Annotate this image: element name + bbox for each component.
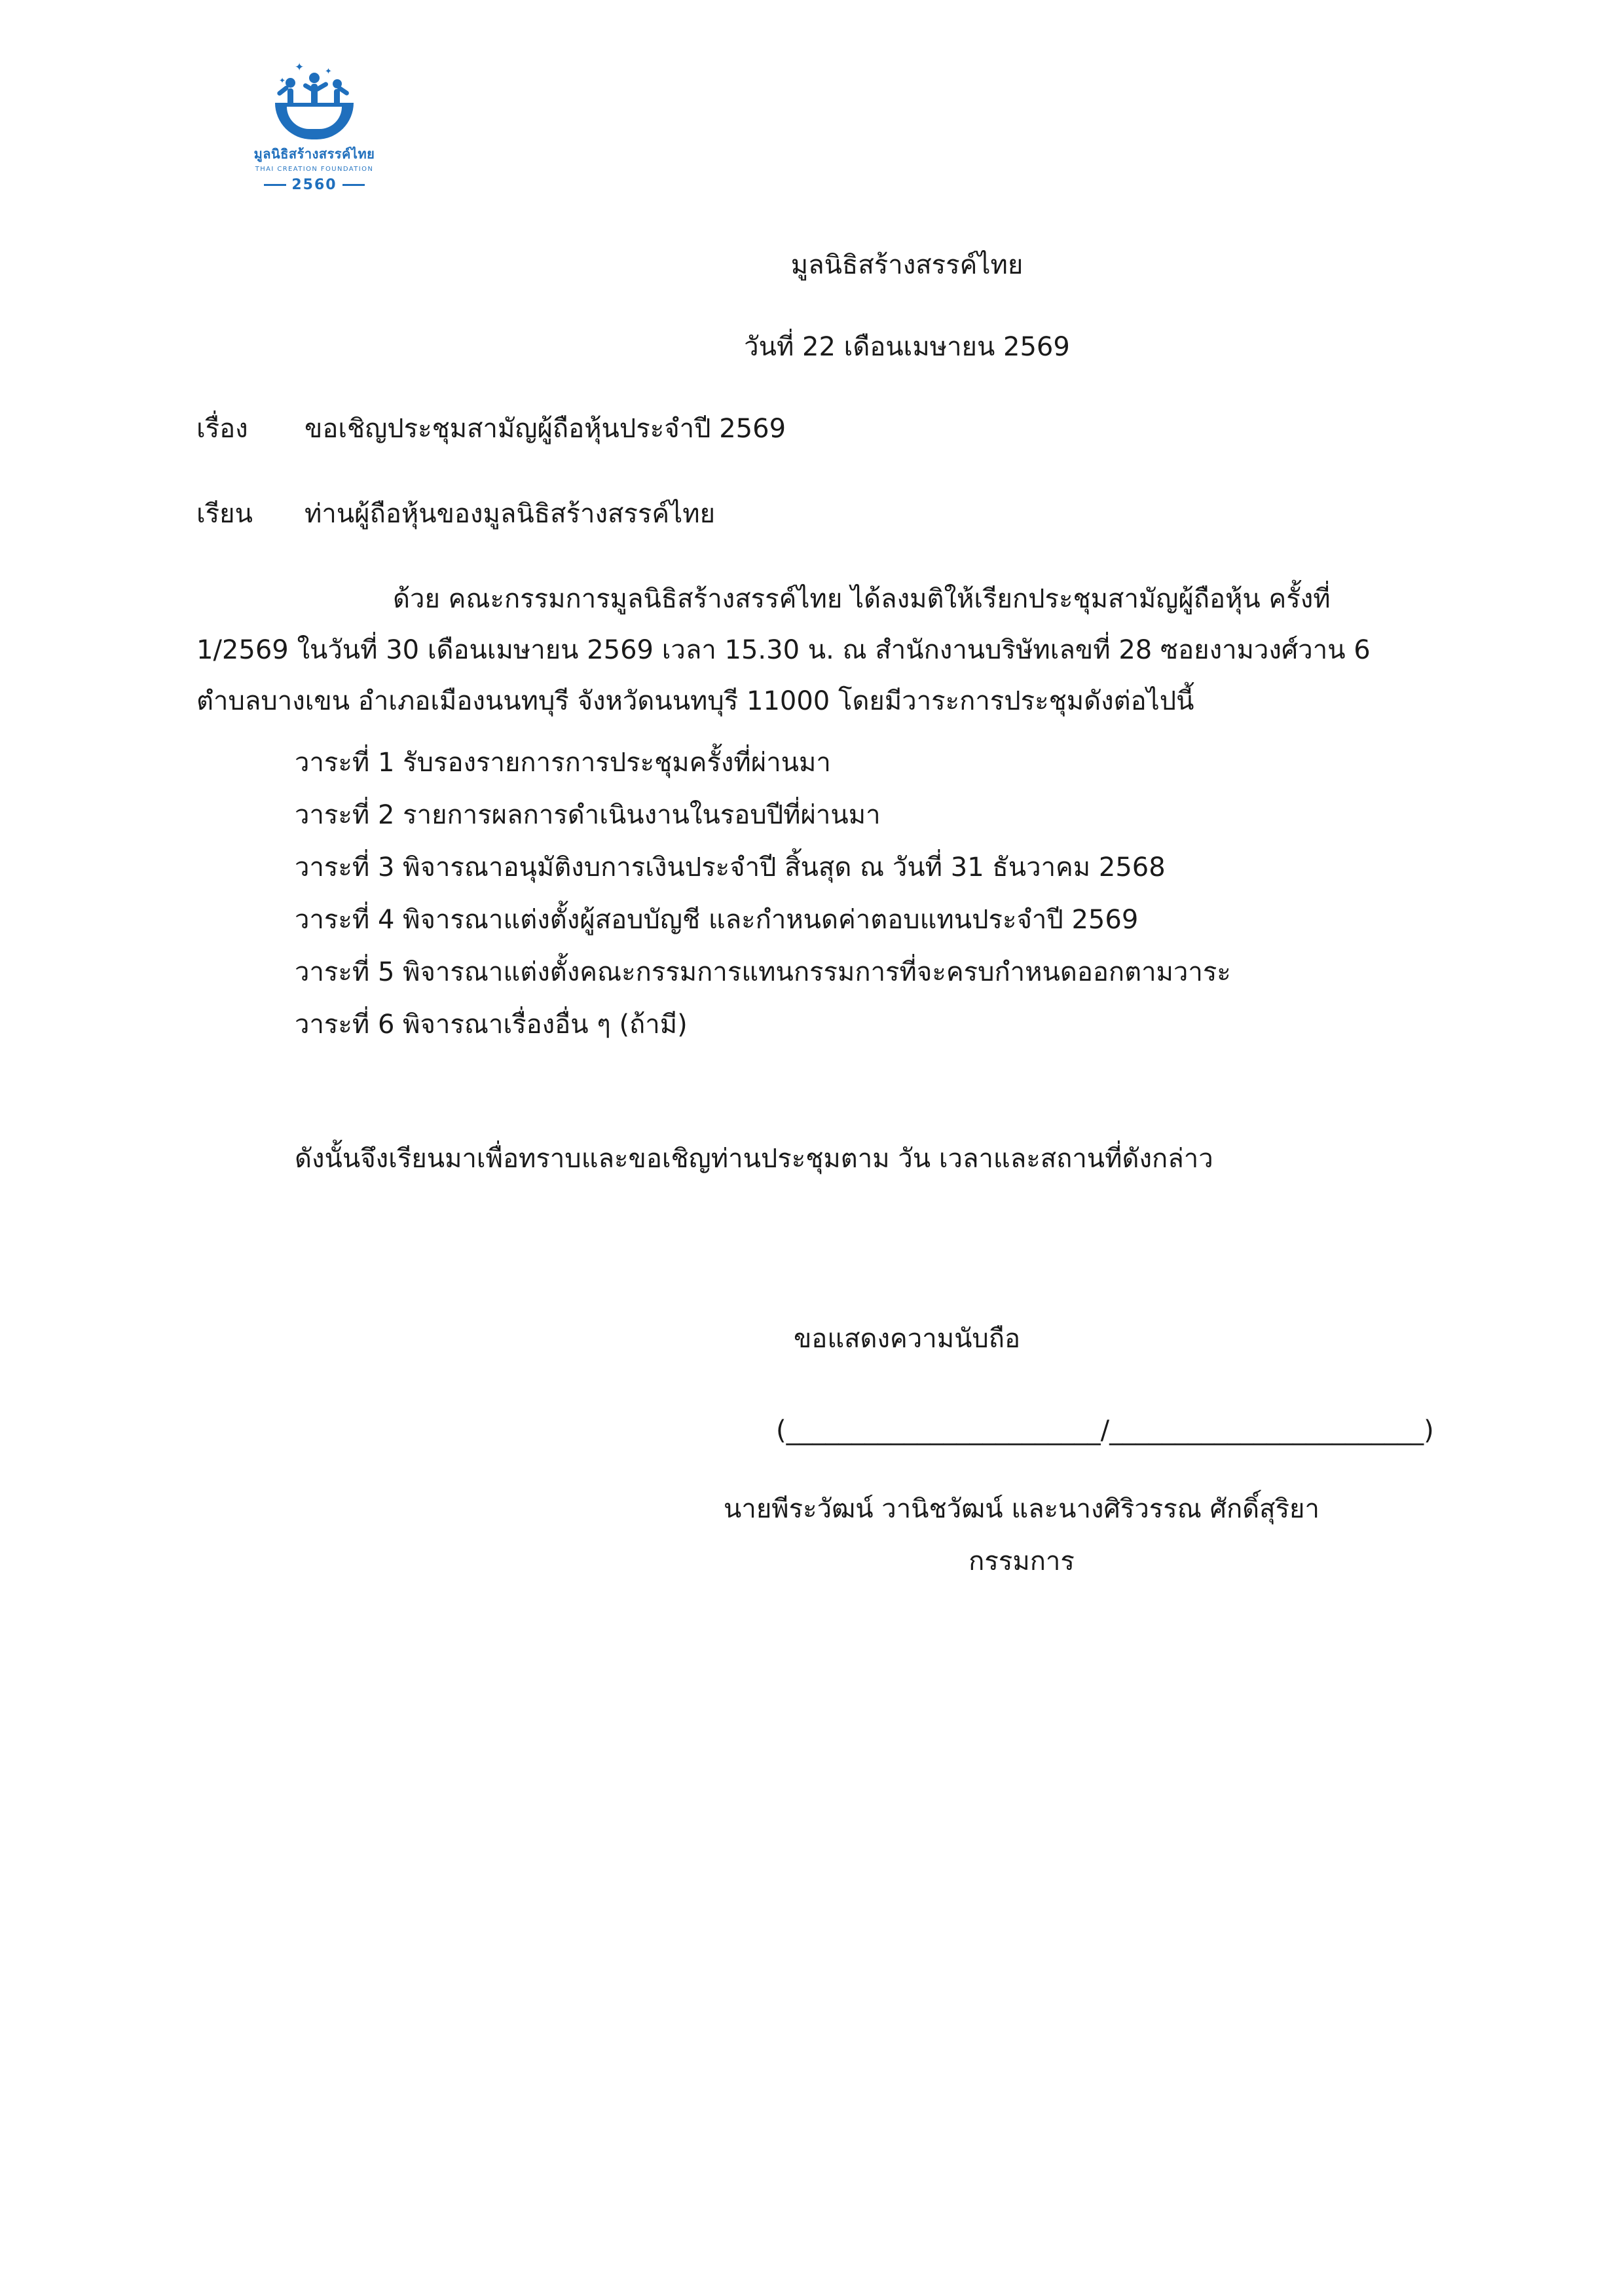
- logo-rule-left: [264, 184, 286, 186]
- regards-line: ขอแสดงความนับถือ: [793, 1324, 1021, 1354]
- star-icon: ✦: [295, 61, 304, 74]
- agenda-item-5: วาระที่ 5 พิจารณาแต่งตั้งคณะกรรมการแทนกรรมการที่จะครบกำหนดออกตามวาระ: [295, 957, 1231, 987]
- agenda-item-3: วาระที่ 3 พิจารณาอนุมัติงบการเงินประจำปี สิ้นสุด ณ วันที่ 31 ธันวาคม 2568: [295, 852, 1166, 883]
- logo-name-english: THAI CREATION FOUNDATION: [255, 166, 374, 173]
- body-line-1-text: ด้วย คณะกรรมการมูลนิธิสร้างสรรค์ไทย ได้ลงมติให้เรียกประชุมสามัญผู้ถือหุ้น ครั้งที่: [393, 584, 1331, 614]
- agenda-item-1: วาระที่ 1 รับรองรายการการประชุมครั้งที่ผ่านมา: [295, 748, 831, 778]
- logo-rule-right: [342, 184, 365, 186]
- organization-logo: [216, 62, 413, 193]
- subject-label: เรื่อง: [196, 414, 248, 444]
- recipient-value: ท่านผู้ถือหุ้นของมูลนิธิสร้างสรรค์ไทย: [304, 499, 716, 529]
- figure-arm-icon: [314, 81, 329, 92]
- subject-row: [196, 409, 786, 449]
- recipient-row: [196, 494, 715, 534]
- subject-value: ขอเชิญประชุมสามัญผู้ถือหุ้นประจำปี 2569: [304, 414, 786, 444]
- date-line: วันที่ 22 เดือนเมษายน 2569: [744, 332, 1070, 362]
- star-icon: ✦: [279, 76, 286, 85]
- closing-paragraph: ดังนั้นจึงเรียนมาเพื่อทราบและขอเชิญท่านประชุมตาม วัน เวลาและสถานที่ดังกล่าว: [295, 1144, 1213, 1174]
- signature-blank-line: (________________________/________________________): [776, 1415, 1434, 1446]
- body-paragraph-line-3: ตำบลบางเขน อำเภอเมืองนนทบุรี จังหวัดนนทบุรี 11000 โดยมีวาระการประชุมดังต่อไปนี้: [196, 686, 1194, 716]
- signer-names: นายพีระวัฒน์ วานิชวัฒน์ และนางศิริวรรณ ศักดิ์สุริยา: [724, 1494, 1320, 1524]
- body-paragraph-line-2: 1/2569 ในวันที่ 30 เดือนเมษายน 2569 เวลา 15.30 น. ณ สำนักงานบริษัทเลขที่ 28 ซอยงามวงศ์วาน 6: [196, 635, 1371, 665]
- organization-name: มูลนิธิสร้างสรรค์ไทย: [790, 250, 1024, 280]
- body-paragraph-line-1: [196, 579, 1434, 619]
- logo-year: 2560: [291, 177, 337, 193]
- agenda-item-4: วาระที่ 4 พิจารณาแต่งตั้งผู้สอบบัญชี และกำหนดค่าตอบแทนประจำปี 2569: [295, 905, 1139, 935]
- logo-name-thai: มูลนิธิสร้างสรรค์ไทย: [253, 146, 375, 162]
- logo-bowl-shape: [275, 103, 354, 139]
- agenda-item-2: วาระที่ 2 รายการผลการดำเนินงานในรอบปีที่ผ่านมา: [295, 800, 881, 830]
- figure-head-icon: [309, 73, 320, 83]
- signer-title: กรรมการ: [969, 1546, 1075, 1576]
- recipient-label: เรียน: [196, 499, 253, 529]
- star-icon: ✦: [325, 67, 332, 77]
- logo-figures-icon: [257, 62, 372, 141]
- agenda-item-6: วาระที่ 6 พิจารณาเรื่องอื่น ๆ (ถ้ามี): [295, 1010, 688, 1040]
- logo-year-row: [216, 177, 413, 193]
